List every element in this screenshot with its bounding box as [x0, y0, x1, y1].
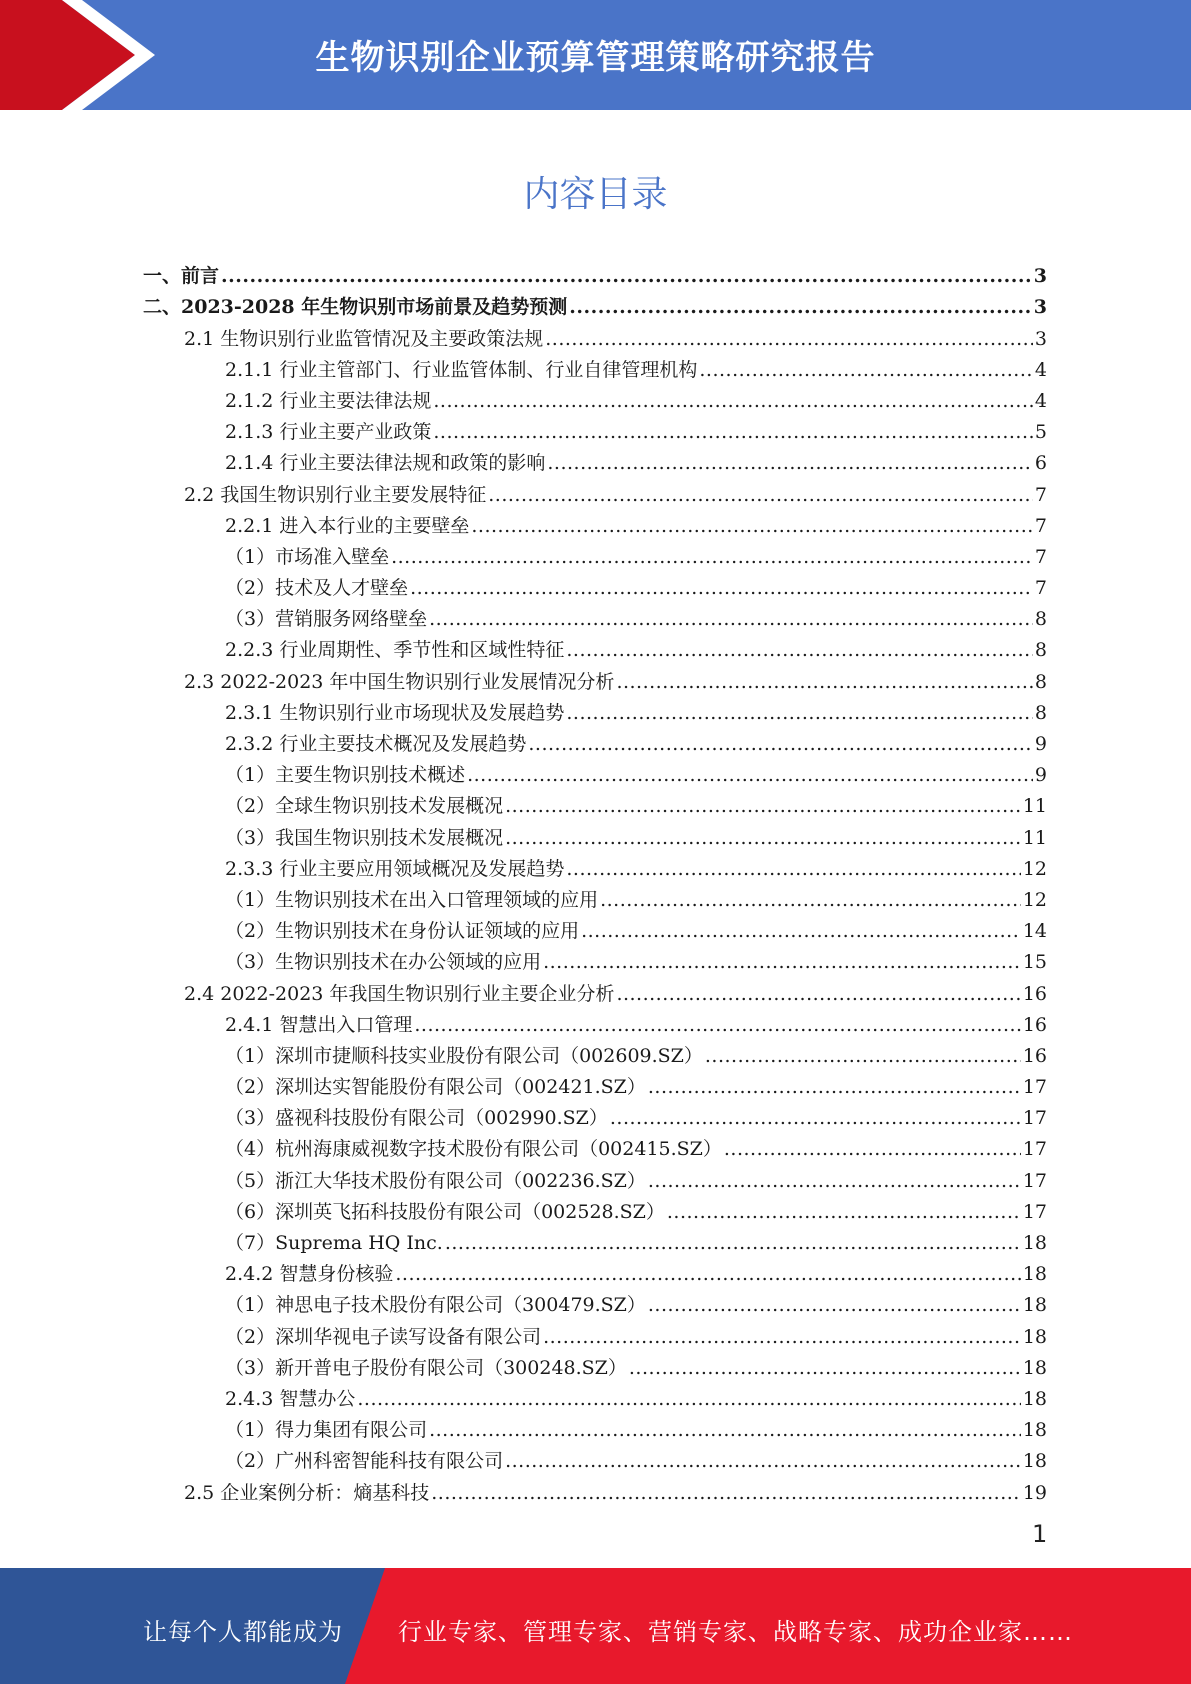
toc-leader-dots — [410, 579, 1033, 598]
toc-leader-dots — [433, 423, 1033, 442]
toc-leader-dots — [648, 1296, 1021, 1315]
toc-entry-label: 2.1.4 行业主要法律法规和政策的影响 — [225, 452, 546, 475]
toc-entry[interactable] — [143, 972, 1047, 1003]
toc-entry-page: 12 — [1022, 888, 1047, 911]
toc-entry-label: 2.3 2022-2023 年中国生物识别行业发展情况分析 — [184, 670, 615, 693]
toc-entry[interactable] — [143, 692, 1047, 723]
toc-entry-page: 16 — [1022, 1044, 1047, 1067]
toc-leader-dots — [629, 1359, 1021, 1378]
toc-entry-page: 12 — [1022, 857, 1047, 880]
report-title: 生物识别企业预算管理策略研究报告 — [315, 38, 876, 78]
toc-entry[interactable] — [143, 255, 1047, 286]
toc-entry[interactable] — [143, 816, 1047, 847]
toc-entry-page: 3 — [1034, 327, 1047, 350]
toc-entry[interactable] — [143, 785, 1047, 816]
toc-entry-page: 8 — [1034, 670, 1047, 693]
toc-entry[interactable] — [143, 1004, 1047, 1035]
toc-entry[interactable] — [143, 505, 1047, 536]
toc-leader-dots — [471, 517, 1033, 536]
toc-entry-page: 4 — [1034, 389, 1047, 412]
toc-leader-dots — [566, 704, 1033, 723]
toc-leader-dots — [566, 641, 1033, 660]
toc-leader-dots — [505, 797, 1021, 816]
toc-entry[interactable] — [143, 1440, 1047, 1471]
toc-entry[interactable] — [143, 1066, 1047, 1097]
toc-entry-label: 二、2023-2028 年生物识别市场前景及趋势预测 — [143, 296, 568, 319]
toc-entry-label: （3）营销服务网络壁垒 — [225, 608, 428, 631]
toc-entry[interactable] — [143, 629, 1047, 660]
toc-leader-dots — [467, 766, 1033, 785]
toc-entry-page: 16 — [1022, 982, 1047, 1005]
toc-entry-label: 2.3.2 行业主要技术概况及发展趋势 — [225, 733, 527, 755]
toc-leader-dots — [616, 985, 1020, 1004]
toc-leader-dots — [488, 486, 1033, 505]
toc-entry-label: （2）广州科密智能科技有限公司 — [225, 1450, 504, 1473]
toc-entry-label: 2.4 2022-2023 年我国生物识别行业主要企业分析 — [184, 982, 615, 1005]
toc-entry-page: 8 — [1034, 608, 1047, 631]
toc-entry-page: 7 — [1034, 483, 1047, 506]
toc-entry[interactable] — [143, 598, 1047, 629]
toc-entry-page: 18 — [1022, 1356, 1047, 1379]
toc-entry-page: 6 — [1034, 452, 1047, 475]
toc-entry-page: 18 — [1022, 1419, 1047, 1442]
toc-entry[interactable] — [143, 1191, 1047, 1222]
toc-leader-dots — [648, 1078, 1021, 1097]
footer-slogan-right: 行业专家、管理专家、营销专家、战略专家、成功企业家…… — [398, 1618, 1073, 1646]
toc-entry-label: （1）主要生物识别技术概述 — [225, 764, 466, 787]
toc-entry-page: 15 — [1022, 951, 1047, 974]
toc-entry-label: 2.4.2 智慧身份核验 — [225, 1263, 394, 1286]
toc-entry[interactable] — [143, 1253, 1047, 1284]
toc-entry[interactable] — [143, 536, 1047, 567]
toc-entry-label: （1）深圳市捷顺科技实业股份有限公司（002609.SZ） — [225, 1044, 703, 1067]
toc-entry-page: 18 — [1022, 1232, 1047, 1254]
toc-leader-dots — [429, 1421, 1021, 1440]
toc-entry-label: 2.4.3 智慧办公 — [225, 1387, 356, 1410]
toc-entry-label: （3）我国生物识别技术发展概况 — [225, 826, 504, 849]
toc-entry-page: 17 — [1022, 1076, 1047, 1099]
toc-entry-label: （3）生物识别技术在办公领域的应用 — [225, 951, 542, 974]
toc-entry[interactable] — [143, 1347, 1047, 1378]
toc-entry-page: 3 — [1033, 265, 1047, 288]
header-banner — [0, 0, 1191, 110]
toc-entry[interactable] — [143, 473, 1047, 504]
toc-entry-page: 7 — [1034, 577, 1047, 600]
toc-entry-label: 2.3.1 生物识别行业市场现状及发展趋势 — [225, 701, 565, 724]
toc-entry-page: 9 — [1034, 764, 1047, 787]
toc-entry-label: （2）深圳达实智能股份有限公司（002421.SZ） — [225, 1076, 646, 1099]
toc-heading: 内容目录 — [523, 174, 668, 215]
toc-entry[interactable] — [143, 411, 1047, 442]
toc-entry[interactable] — [143, 286, 1047, 317]
toc-entry[interactable] — [143, 1315, 1047, 1346]
toc-leader-dots — [414, 1016, 1020, 1035]
toc-leader-dots — [357, 1390, 1020, 1409]
toc-entry-page: 3 — [1033, 296, 1047, 319]
toc-leader-dots — [505, 829, 1021, 848]
toc-entry-page: 18 — [1022, 1325, 1047, 1348]
toc-entry[interactable] — [143, 1222, 1047, 1253]
toc-entry-page: 7 — [1034, 514, 1047, 537]
toc-leader-dots — [543, 1328, 1021, 1347]
toc-entry[interactable] — [143, 1284, 1047, 1315]
toc-entry[interactable] — [143, 754, 1047, 785]
toc-entry-label: （6）深圳英飞拓科技股份有限公司（002528.SZ） — [225, 1200, 665, 1223]
toc-entry[interactable] — [143, 1378, 1047, 1409]
toc-entry-label: 2.1.3 行业主要产业政策 — [225, 421, 432, 444]
toc-leader-dots — [699, 361, 1033, 380]
toc-entry-page: 17 — [1022, 1138, 1047, 1161]
toc-entry-page: 8 — [1034, 639, 1047, 662]
toc-leader-dots — [547, 454, 1033, 473]
toc-entry-page: 17 — [1022, 1107, 1047, 1130]
footer-banner — [0, 1568, 1191, 1684]
toc-leader-dots — [545, 330, 1033, 349]
page-number: 1 — [1032, 1520, 1048, 1548]
toc-entry-page: 7 — [1034, 545, 1047, 568]
toc-entry-page: 18 — [1022, 1263, 1047, 1286]
toc-leader-dots — [566, 860, 1020, 879]
toc-leader-dots — [433, 392, 1033, 411]
toc-entry-label: 2.2.1 进入本行业的主要壁垒 — [225, 514, 470, 537]
toc-entry-page: 18 — [1022, 1387, 1047, 1410]
toc-entry-page: 8 — [1034, 701, 1047, 724]
toc-leader-dots — [705, 1047, 1021, 1066]
toc-entry-page: 16 — [1022, 1013, 1047, 1036]
toc-entry-label: （7）Suprema HQ Inc. — [225, 1232, 443, 1254]
toc-leader-dots — [505, 1452, 1021, 1471]
toc-entry-label: （2）技术及人才壁垒 — [225, 577, 409, 600]
toc-entry-label: （2）全球生物识别技术发展概况 — [225, 795, 504, 818]
toc-entry[interactable] — [143, 723, 1047, 754]
toc-entry[interactable] — [143, 879, 1047, 910]
toc-leader-dots — [445, 1234, 1021, 1253]
toc-entry[interactable] — [143, 1097, 1047, 1128]
toc-leader-dots — [395, 1265, 1020, 1284]
toc-leader-dots — [431, 1484, 1021, 1503]
toc-entry-page: 11 — [1022, 795, 1047, 818]
toc-entry-page: 19 — [1022, 1481, 1047, 1504]
toc-leader-dots — [648, 1172, 1021, 1191]
toc-leader-dots — [429, 610, 1033, 629]
toc-entry-label: 2.1.2 行业主要法律法规 — [225, 389, 432, 412]
footer-slogan-left: 让每个人都能成为 — [143, 1618, 343, 1646]
toc-entry-label: （5）浙江大华技术股份有限公司（002236.SZ） — [225, 1169, 646, 1192]
toc-entry-label: （2）深圳华视电子读写设备有限公司 — [225, 1325, 542, 1348]
toc-entry[interactable] — [143, 567, 1047, 598]
toc-entry[interactable] — [143, 442, 1047, 473]
toc-leader-dots — [667, 1203, 1021, 1222]
table-of-contents — [143, 255, 1047, 1503]
toc-entry-page: 4 — [1034, 358, 1047, 381]
toc-entry[interactable] — [143, 1159, 1047, 1190]
toc-entry-label: （2）生物识别技术在身份认证领域的应用 — [225, 920, 580, 943]
toc-entry-label: 2.1 生物识别行业监管情况及主要政策法规 — [184, 327, 544, 350]
toc-leader-dots — [528, 735, 1033, 754]
toc-entry-label: 2.3.3 行业主要应用领域概况及发展趋势 — [225, 857, 565, 880]
toc-entry-page: 14 — [1022, 920, 1047, 943]
toc-entry[interactable] — [143, 1471, 1047, 1502]
toc-entry[interactable] — [143, 941, 1047, 972]
toc-entry-label: （4）杭州海康威视数字技术股份有限公司（002415.SZ） — [225, 1138, 722, 1161]
toc-entry-page: 17 — [1022, 1169, 1047, 1192]
toc-entry-label: （1）生物识别技术在出入口管理领域的应用 — [225, 888, 599, 911]
toc-leader-dots — [543, 953, 1021, 972]
toc-entry[interactable] — [143, 910, 1047, 941]
toc-leader-dots — [724, 1140, 1021, 1159]
toc-entry-label: 一、前言 — [143, 265, 220, 288]
toc-entry[interactable] — [143, 317, 1047, 348]
toc-leader-dots — [610, 1109, 1021, 1128]
toc-entry[interactable] — [143, 1128, 1047, 1159]
toc-entry-label: （1）市场准入壁垒 — [225, 545, 390, 568]
toc-entry-label: 2.2.3 行业周期性、季节性和区域性特征 — [225, 639, 565, 662]
toc-leader-dots — [221, 267, 1032, 286]
toc-leader-dots — [569, 298, 1032, 317]
toc-entry-page: 18 — [1022, 1294, 1047, 1317]
toc-entry-page: 9 — [1034, 733, 1047, 755]
toc-entry[interactable] — [143, 380, 1047, 411]
toc-entry[interactable] — [143, 660, 1047, 691]
toc-entry-label: 2.1.1 行业主管部门、行业监管体制、行业自律管理机构 — [225, 358, 698, 381]
toc-entry-label: （3）新开普电子股份有限公司（300248.SZ） — [225, 1356, 627, 1379]
toc-leader-dots — [616, 673, 1032, 692]
toc-entry[interactable] — [143, 848, 1047, 879]
toc-entry-label: （1）神思电子技术股份有限公司（300479.SZ） — [225, 1294, 646, 1317]
toc-entry-label: （1）得力集团有限公司 — [225, 1419, 428, 1442]
toc-leader-dots — [581, 922, 1021, 941]
toc-leader-dots — [600, 891, 1021, 910]
toc-entry-page: 5 — [1034, 421, 1047, 444]
toc-entry-label: 2.2 我国生物识别行业主要发展特征 — [184, 483, 487, 506]
toc-entry-page: 18 — [1022, 1450, 1047, 1473]
toc-entry-page: 11 — [1022, 826, 1047, 849]
toc-entry-page: 17 — [1022, 1200, 1047, 1223]
toc-entry-label: （3）盛视科技股份有限公司（002990.SZ） — [225, 1107, 608, 1130]
toc-entry[interactable] — [143, 1035, 1047, 1066]
toc-entry[interactable] — [143, 349, 1047, 380]
toc-entry-label: 2.5 企业案例分析：熵基科技 — [184, 1481, 430, 1504]
toc-leader-dots — [391, 548, 1033, 567]
toc-entry-label: 2.4.1 智慧出入口管理 — [225, 1013, 413, 1036]
toc-entry[interactable] — [143, 1409, 1047, 1440]
